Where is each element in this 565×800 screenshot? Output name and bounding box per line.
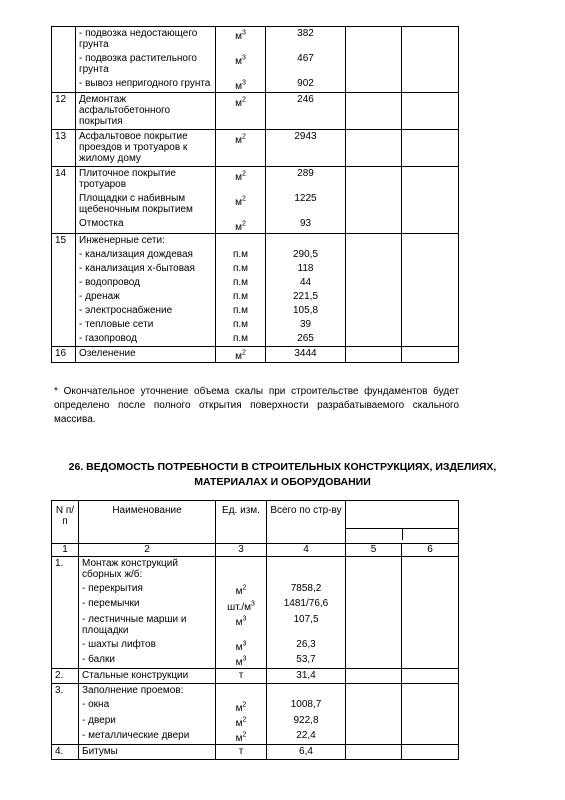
materials-row-qty: 922,8 xyxy=(267,714,346,729)
table-row-unit: $м^3$ xyxy=(216,52,266,77)
table-row-num xyxy=(52,192,76,217)
materials-row-qty: 1008,7 xyxy=(267,698,346,713)
materials-row-num: 2. xyxy=(52,669,79,684)
materials-row-col6 xyxy=(402,653,459,669)
table-row-name: Инженерные сети: xyxy=(76,233,216,248)
materials-row-num: 1. xyxy=(52,557,79,583)
table-row-name: Демонтаж асфальтобетонного покрытия xyxy=(76,93,216,130)
materials-row-col6 xyxy=(402,684,459,699)
materials-row-num xyxy=(52,597,79,612)
table-row-col6 xyxy=(402,130,459,167)
materials-row-col6 xyxy=(402,714,459,729)
table-row-unit: п.м xyxy=(216,248,266,262)
materials-row-name: - перемычки xyxy=(79,597,216,612)
table-row-num xyxy=(52,248,76,262)
table-row-qty: 221,5 xyxy=(266,290,346,304)
table-row-row xyxy=(52,318,459,332)
table-row-num xyxy=(52,27,76,53)
materials-row-row xyxy=(52,638,459,653)
table-row-qty: 902 xyxy=(266,77,346,93)
materials-row-col6 xyxy=(402,557,459,583)
table-row-num xyxy=(52,332,76,347)
materials-row-qty: 53,7 xyxy=(267,653,346,669)
table-row-col6 xyxy=(402,318,459,332)
table-row-name: - подвозка недостающего грунта xyxy=(76,27,216,53)
section-heading-line-2: МАТЕРИАЛАХ И ОБОРУДОВАНИИ xyxy=(194,476,371,488)
table-row-col5 xyxy=(346,262,402,276)
table-row-unit: $м^2$ xyxy=(216,217,266,233)
table-row-unit: $м^3$ xyxy=(216,27,266,53)
table-row-row xyxy=(52,192,459,217)
materials-row-unit: $м^3$ xyxy=(216,653,267,669)
table-row-row xyxy=(52,130,459,167)
table-row-col6 xyxy=(402,217,459,233)
table-row-name: - электроснабжение xyxy=(76,304,216,318)
header-num: N п/п xyxy=(52,501,79,544)
table-row-name: Плиточное покрытие тротуаров xyxy=(76,167,216,193)
table-row-col6 xyxy=(402,346,459,362)
table-row-col5 xyxy=(346,276,402,290)
table-row-unit: $м^2$ xyxy=(216,167,266,193)
header-extra xyxy=(346,501,459,544)
materials-table xyxy=(51,500,459,760)
table-row-col6 xyxy=(402,93,459,130)
table-row-row xyxy=(52,27,459,53)
table-row-name: - дренаж xyxy=(76,290,216,304)
table-row-name: Площадки с набивным щебеночным покрытием xyxy=(76,192,216,217)
materials-row-unit: $м^3$ xyxy=(216,613,267,638)
materials-row-qty: 31,4 xyxy=(267,669,346,684)
table-row-name: - вывоз непригодного грунта xyxy=(76,77,216,93)
table-row-qty: 246 xyxy=(266,93,346,130)
table-row-unit xyxy=(216,233,266,248)
table-row-name: - газопровод xyxy=(76,332,216,347)
table-row-unit: $м^3$ xyxy=(216,77,266,93)
materials-row-row xyxy=(52,653,459,669)
table-row-unit: $м^2$ xyxy=(216,192,266,217)
materials-row-unit xyxy=(216,557,267,583)
materials-row-col5 xyxy=(346,669,402,684)
materials-row-row xyxy=(52,729,459,745)
table-row-name: - подвозка растительного грунта xyxy=(76,52,216,77)
table-row-unit: п.м xyxy=(216,290,266,304)
table-row-qty: 118 xyxy=(266,262,346,276)
table-row-col5 xyxy=(346,27,402,53)
table-row-col5 xyxy=(346,332,402,347)
header-unit: Ед. изм. xyxy=(216,501,267,544)
table-row-row xyxy=(52,346,459,362)
materials-row-col5 xyxy=(346,745,402,760)
table-row-name: - водопровод xyxy=(76,276,216,290)
table-row-qty: 1225 xyxy=(266,192,346,217)
table-row-name: Асфальтовое покрытие проездов и тротуаров к жилому дому xyxy=(76,130,216,167)
materials-row-row xyxy=(52,698,459,713)
table-row-row xyxy=(52,262,459,276)
materials-row-col6 xyxy=(402,613,459,638)
table-row-num xyxy=(52,276,76,290)
table-row-row xyxy=(52,217,459,233)
table-row-row xyxy=(52,77,459,93)
table-row-qty: 289 xyxy=(266,167,346,193)
materials-row-col5 xyxy=(346,557,402,583)
materials-row-col5 xyxy=(346,613,402,638)
table-row-qty: 290,5 xyxy=(266,248,346,262)
table-row-col5 xyxy=(346,248,402,262)
table-row-name: - канализация х-бытовая xyxy=(76,262,216,276)
materials-row-qty: 1481/76,6 xyxy=(267,597,346,612)
table-row-unit: п.м xyxy=(216,262,266,276)
header-name: Наименование xyxy=(79,501,216,544)
section-heading-line-1: 26. ВЕДОМОСТЬ ПОТРЕБНОСТИ В СТРОИТЕЛЬНЫХ КОНСТРУКЦИЯХ, ИЗДЕЛИЯХ, xyxy=(68,461,497,473)
table-row-col5 xyxy=(346,167,402,193)
table-row-num xyxy=(52,318,76,332)
table-row-qty: 382 xyxy=(266,27,346,53)
materials-row-col5 xyxy=(346,714,402,729)
table-row-num: 15 xyxy=(52,233,76,248)
table-row-qty: 39 xyxy=(266,318,346,332)
materials-row-unit: $м^3$ xyxy=(216,638,267,653)
materials-row-row xyxy=(52,597,459,612)
materials-row-name: Битумы xyxy=(79,745,216,760)
materials-row-col6 xyxy=(402,729,459,745)
table-row-name: - тепловые сети xyxy=(76,318,216,332)
table-row-row xyxy=(52,276,459,290)
table-row-row xyxy=(52,93,459,130)
materials-row-name: - перекрытия xyxy=(79,582,216,597)
table-row-col6 xyxy=(402,290,459,304)
table-row-row xyxy=(52,52,459,77)
materials-row-unit: $м^2$ xyxy=(216,729,267,745)
table-row-num xyxy=(52,290,76,304)
materials-row-col6 xyxy=(402,745,459,760)
materials-row-qty xyxy=(267,557,346,583)
materials-row-name: - окна xyxy=(79,698,216,713)
table-row-col6 xyxy=(402,248,459,262)
materials-row-col5 xyxy=(346,684,402,699)
materials-row-qty: 107,5 xyxy=(267,613,346,638)
table-row-col5 xyxy=(346,304,402,318)
table-row-col6 xyxy=(402,192,459,217)
table-row-unit: п.м xyxy=(216,304,266,318)
table-row-unit: $м^2$ xyxy=(216,130,266,167)
materials-row-col5 xyxy=(346,638,402,653)
materials-row-name: - шахты лифтов xyxy=(79,638,216,653)
table-row-qty: 105,8 xyxy=(266,304,346,318)
materials-row-qty: 7858,2 xyxy=(267,582,346,597)
materials-row-col6 xyxy=(402,698,459,713)
table-row-unit: $м^2$ xyxy=(216,93,266,130)
materials-row-qty xyxy=(267,684,346,699)
materials-row-col5 xyxy=(346,653,402,669)
materials-row-col5 xyxy=(346,582,402,597)
table-row-col5 xyxy=(346,290,402,304)
table-continuation xyxy=(51,26,459,363)
table-row-col6 xyxy=(402,52,459,77)
column-number: 1 xyxy=(52,544,79,557)
table-row-num xyxy=(52,262,76,276)
table-row-col6 xyxy=(402,332,459,347)
materials-row-row xyxy=(52,557,459,583)
materials-row-num xyxy=(52,653,79,669)
materials-row-num: 3. xyxy=(52,684,79,699)
column-number: 4 xyxy=(267,544,346,557)
materials-row-col6 xyxy=(402,582,459,597)
table-row-num xyxy=(52,52,76,77)
table-row-qty: 265 xyxy=(266,332,346,347)
materials-row-col5 xyxy=(346,698,402,713)
table-row-col6 xyxy=(402,233,459,248)
table-row-num xyxy=(52,77,76,93)
table-row-col6 xyxy=(402,276,459,290)
table-row-num: 12 xyxy=(52,93,76,130)
materials-row-num xyxy=(52,613,79,638)
column-number: 6 xyxy=(402,544,459,557)
materials-row-row xyxy=(52,582,459,597)
materials-row-unit: т xyxy=(216,745,267,760)
table-row-col5 xyxy=(346,52,402,77)
table-row-col5 xyxy=(346,93,402,130)
table-row-col5 xyxy=(346,233,402,248)
table-row-num: 16 xyxy=(52,346,76,362)
materials-row-col6 xyxy=(402,597,459,612)
table-row-row xyxy=(52,332,459,347)
materials-row-name: Стальные конструкции xyxy=(79,669,216,684)
footnote: * Окончательное уточнение объема скалы при строительстве фундаментов будет определено после полного открытия поверхности разрабатываемого скального массива. xyxy=(54,386,459,425)
materials-row-col5 xyxy=(346,729,402,745)
materials-row-row xyxy=(52,669,459,684)
table-row-col6 xyxy=(402,77,459,93)
table-row-num xyxy=(52,304,76,318)
materials-row-name: - лестничные марши и площадки xyxy=(79,613,216,638)
materials-row-num xyxy=(52,729,79,745)
table-row-row xyxy=(52,304,459,318)
materials-row-row xyxy=(52,613,459,638)
materials-row-row xyxy=(52,745,459,760)
table-row-col6 xyxy=(402,262,459,276)
materials-row-name: - балки xyxy=(79,653,216,669)
materials-row-unit: $м^2$ xyxy=(216,714,267,729)
materials-row-num xyxy=(52,582,79,597)
materials-row-num xyxy=(52,714,79,729)
table-row-name: Озеленение xyxy=(76,346,216,362)
column-numbers-row xyxy=(52,544,459,557)
materials-row-num xyxy=(52,638,79,653)
table-row-row xyxy=(52,233,459,248)
table-row-col6 xyxy=(402,27,459,53)
table-row-qty: 3444 xyxy=(266,346,346,362)
materials-row-unit xyxy=(216,684,267,699)
table-row-col5 xyxy=(346,77,402,93)
table-row-col5 xyxy=(346,130,402,167)
table-row-unit: п.м xyxy=(216,276,266,290)
table-header-row xyxy=(52,501,459,544)
table-row-unit: п.м xyxy=(216,332,266,347)
table-row-num: 14 xyxy=(52,167,76,193)
materials-row-row xyxy=(52,714,459,729)
table-row-row xyxy=(52,248,459,262)
table-row-col5 xyxy=(346,217,402,233)
materials-row-unit: $м^2$ xyxy=(216,582,267,597)
column-number: 5 xyxy=(346,544,402,557)
column-number: 2 xyxy=(79,544,216,557)
table-row-col5 xyxy=(346,318,402,332)
materials-row-name: Заполнение проемов: xyxy=(79,684,216,699)
column-number: 3 xyxy=(216,544,267,557)
table-row-row xyxy=(52,290,459,304)
materials-row-unit: $шт./м^3$ xyxy=(216,597,267,612)
materials-row-num: 4. xyxy=(52,745,79,760)
materials-row-col6 xyxy=(402,638,459,653)
materials-row-num xyxy=(52,698,79,713)
materials-row-name: Монтаж конструкций сборных ж/б: xyxy=(79,557,216,583)
table-row-row xyxy=(52,167,459,193)
materials-row-name: - металлические двери xyxy=(79,729,216,745)
table-row-qty xyxy=(266,233,346,248)
table-row-col6 xyxy=(402,304,459,318)
materials-row-col6 xyxy=(402,669,459,684)
materials-row-qty: 26,3 xyxy=(267,638,346,653)
materials-row-name: - двери xyxy=(79,714,216,729)
table-row-qty: 467 xyxy=(266,52,346,77)
table-row-num xyxy=(52,217,76,233)
section-heading xyxy=(60,460,505,490)
materials-row-unit: $м^2$ xyxy=(216,698,267,713)
materials-row-unit: т xyxy=(216,669,267,684)
table-row-unit: $м^2$ xyxy=(216,346,266,362)
table-row-col5 xyxy=(346,192,402,217)
table-row-name: - канализация дождевая xyxy=(76,248,216,262)
table-row-name: Отмостка xyxy=(76,217,216,233)
header-total: Всего по стр-ву xyxy=(267,501,346,544)
table-row-num: 13 xyxy=(52,130,76,167)
table-row-qty: 2943 xyxy=(266,130,346,167)
table-row-qty: 93 xyxy=(266,217,346,233)
materials-row-qty: 6,4 xyxy=(267,745,346,760)
table-row-unit: п.м xyxy=(216,318,266,332)
materials-row-row xyxy=(52,684,459,699)
table-row-qty: 44 xyxy=(266,276,346,290)
materials-row-col5 xyxy=(346,597,402,612)
table-row-col5 xyxy=(346,346,402,362)
materials-row-qty: 22,4 xyxy=(267,729,346,745)
table-row-col6 xyxy=(402,167,459,193)
